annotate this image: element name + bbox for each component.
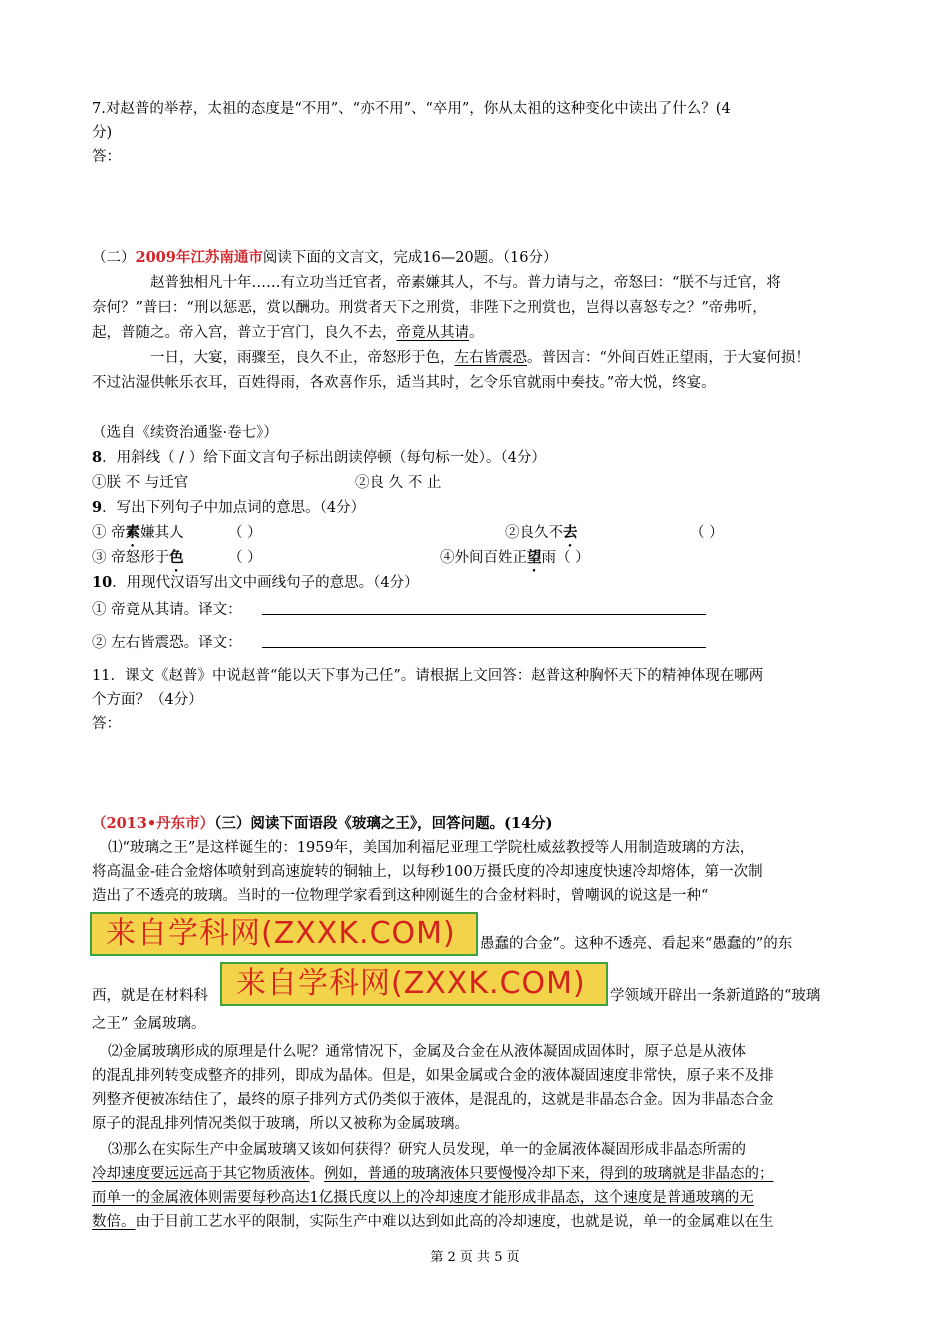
q10-item1-label: ① 帝竟从其请。译文： xyxy=(92,602,242,618)
underlined-sentence-1: 帝竟从其请 xyxy=(396,325,469,341)
page-footer: 第 2 页 共 5 页 xyxy=(430,1250,520,1265)
q9-item1-blank[interactable]: （ ） xyxy=(228,525,262,541)
q10-text: ．用现代汉语写出文中画线句子的意思。（4分） xyxy=(112,575,419,591)
q11-line2: 个方面？（4分） xyxy=(92,692,203,708)
q9-item3-blank[interactable]: （ ） xyxy=(228,550,262,566)
q8-number: 8 xyxy=(92,449,103,466)
section3-heading-text: （三）阅读下面语段《玻璃之王》，回答问题。(14分) xyxy=(214,815,553,832)
q9-item4-blank[interactable]: ） xyxy=(570,550,590,566)
dotted-word: 色 xyxy=(169,549,184,566)
q11-answer-label: 答： xyxy=(92,716,121,732)
passage2-p1-line2: 奈何？”普曰：“刑以惩恶，赏以酬功。刑赏者天下之刑赏，非陛下之刑赏也，岂得以喜怒专之？”帝弗听， xyxy=(92,300,767,316)
section3-heading xyxy=(92,812,553,836)
text-run: ④外间百姓正 xyxy=(440,550,527,566)
passage2-p2-line2: 不过沾湿供帐乐衣耳，百姓得雨，各欢喜作乐，适当其时，乞令乐官就雨中奏技。”帝大悦，终宴。 xyxy=(92,375,716,391)
passage3-p1-line5a: 西，就是在材料科 xyxy=(92,988,208,1004)
q11-line1: 11．课文《赵普》中说赵普“能以天下事为己任”。请根据上文回答：赵普这种胸怀天下的精神体现在哪两 xyxy=(92,668,764,684)
section2-heading-text: 阅读下面的文言文，完成16—20题。（16分） xyxy=(262,250,558,266)
passage3-p1-line6: 之王” 金属玻璃。 xyxy=(92,1016,206,1032)
passage2-p1-line3 xyxy=(92,321,484,345)
q7-answer-label: 答： xyxy=(92,149,121,165)
passage3-p1-line3: 造出了不透亮的玻璃。当时的一位物理学家看到这种刚诞生的合金材料时，曾嘲讽的说这是一种“ xyxy=(92,888,709,904)
q8-item1: ①朕 不 与迁官 xyxy=(92,475,189,491)
text-run: 单一的金属液体凝固形成非晶态所需的 xyxy=(499,1142,746,1158)
dotted-word: 去 xyxy=(563,524,578,541)
passage3-p1-line2: 将高温金-硅合金熔体喷射到高速旋转的铜轴上，以每秒100万摄氏度的冷却速度快速冷却熔体，第一次制 xyxy=(92,864,763,880)
section2-source: 2009年江苏南通市 xyxy=(135,249,263,266)
underlined-text: 例如，普通的玻璃液体只要慢慢冷却下来，得到的玻璃就是非晶态的； xyxy=(324,1166,774,1182)
q9-text: ．写出下列句子中加点词的意思。（4分） xyxy=(102,500,366,516)
q8-text: ．用斜线（ / ）给下面文言句子标出朗读停顿（每句标一处）。（4分） xyxy=(102,450,546,466)
q7-line1: 7.对赵普的举荐，太祖的态度是“不用”、“亦不用”、“卒用”，你从太祖的这种变化中读出了什么？(4 xyxy=(92,101,731,117)
q7-line2: 分) xyxy=(92,125,113,141)
q9-prompt xyxy=(92,496,365,520)
q9-item2-blank[interactable]: （ ） xyxy=(690,525,724,541)
passage3-p2-line2: 的混乱排列转变成整齐的排列，即成为晶体。但是，如果金属或合金的液体凝固速度非常快，原子来不及排 xyxy=(92,1068,774,1084)
passage3-p1-line5b: 学领域开辟出一条新道路的“玻璃 xyxy=(610,988,821,1004)
passage3-p3-line4 xyxy=(92,1210,774,1234)
text-run: ②良久不 xyxy=(505,525,563,541)
underlined-sentence-2: 左右皆震恐 xyxy=(454,350,527,366)
text-run: ① 帝 xyxy=(92,525,126,541)
q10-item2-label: ② 左右皆震恐。译文： xyxy=(92,635,242,651)
text-run: 。 xyxy=(309,1166,324,1182)
q10-item1-answer-line[interactable] xyxy=(262,598,706,615)
passage2-source: （选自《续资治通鉴·卷七》） xyxy=(92,425,278,441)
passage3-p3-line2 xyxy=(92,1162,774,1186)
text-run: 嫌其人 xyxy=(140,525,184,541)
q8-item2: ②良 久 不 止 xyxy=(355,475,442,491)
passage3-p1-line4: 愚蠢的合金”。这种不透亮、看起来“愚蠢的”的东 xyxy=(480,936,793,952)
text-run: 雨（ xyxy=(541,550,571,566)
watermark-2: 来自学科网(ZXXK.COM) xyxy=(220,962,608,1006)
text-run: ③ 帝怒形于 xyxy=(92,550,170,566)
text-run: 。普因言：“外间百姓正望雨，于大宴何损！ xyxy=(527,350,810,366)
dotted-word: 望 xyxy=(527,549,542,566)
passage3-p2-line3: 列整齐便被冻结住了，最终的原子排列方式仍类似于液体，是混乱的，这就是非晶态合金。因为非晶态合金 xyxy=(92,1092,774,1108)
passage2-p2-line1 xyxy=(150,346,810,370)
passage3-p1-line1: ⑴“玻璃之王”是这样诞生的：1959年，美国加利福尼亚理工学院杜威兹教授等人用制造玻璃的方法， xyxy=(108,840,755,856)
passage3-p2-line1: ⑵金属玻璃形成的原理是什么呢？通常情况下，金属及合金在从液体凝固成固体时，原子总是从液体 xyxy=(108,1044,746,1060)
text-run: 一日，大宴，雨骤至，良久不止，帝怒形于色， xyxy=(150,350,455,366)
q9-number: 9 xyxy=(92,499,103,516)
q10-item1 xyxy=(92,598,242,622)
underlined-text: 数倍。 xyxy=(92,1214,136,1230)
section2-prefix: （二） xyxy=(92,250,136,266)
text-run: 由于目前工艺水平的限制，实际生产中难以达到如此高的冷却速度，也就是说，单一的金属难以在生 xyxy=(135,1214,774,1230)
q10-number: 10 xyxy=(92,574,113,591)
q10-item2-answer-line[interactable] xyxy=(262,631,706,648)
passage3-p3-line1 xyxy=(108,1138,746,1162)
passage2-p1-line1: 赵普独相凡十年……有立功当迁官者，帝素嫌其人，不与。普力请与之，帝怒曰：“朕不与迁官，将 xyxy=(150,275,781,291)
underlined-text: 而单一的金属液体则需要每秒高达1亿摄氏度以上的冷却速度才能形成非晶态，这个速度是普通玻璃的无 xyxy=(92,1190,754,1206)
q10-item2 xyxy=(92,631,242,655)
passage3-p2-line4: 原子的混乱排列情况类似于玻璃，所以又被称为金属玻璃。 xyxy=(92,1116,469,1132)
text-run: ⑶那么在实际生产中金属玻璃又该如何获得？研究人员发现， xyxy=(108,1142,500,1158)
underlined-text: 冷却速度要远远高于其它物质液体 xyxy=(92,1166,310,1182)
q10-prompt xyxy=(92,571,419,595)
watermark-1: 来自学科网(ZXXK.COM) xyxy=(90,912,478,956)
section3-source: （2013•丹东市） xyxy=(92,815,215,832)
section2-heading xyxy=(92,246,557,270)
text-run: 起，普随之。帝入宫，普立于宫门，良久不去， xyxy=(92,325,397,341)
text-run: 。 xyxy=(469,325,484,341)
q9-item4 xyxy=(440,546,590,575)
q8-prompt xyxy=(92,446,546,470)
dotted-word: 素 xyxy=(125,524,141,541)
passage3-p3-line3 xyxy=(92,1186,754,1210)
